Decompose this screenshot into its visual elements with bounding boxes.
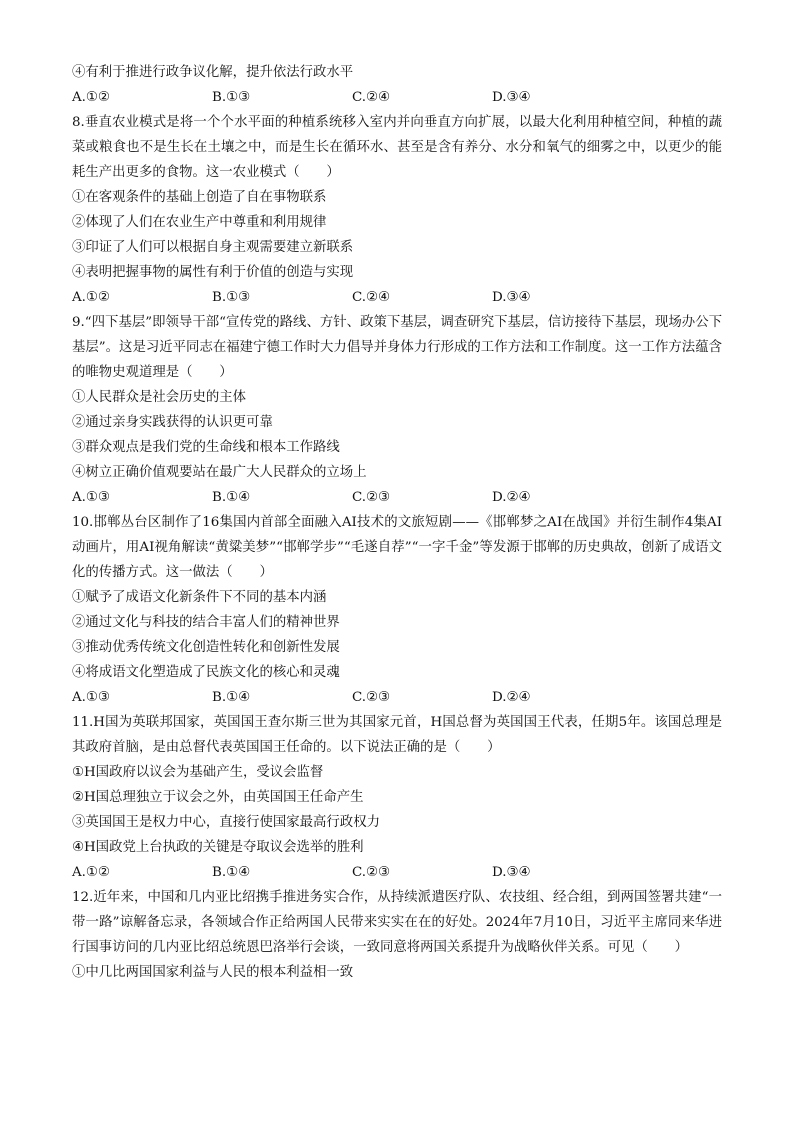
question-8 — [72, 110, 722, 310]
question-stem: 11.H国为英联邦国家，英国国王查尔斯三世为其国家元首，H国总督为英国国王代表，任期5年。该国总理是其政府首脑，是由总督代表英国国王任命的。以下说法正确的是（ ） — [72, 715, 722, 755]
choice-statement: ①赋予了成语文化新条件下不同的基本内涵 — [72, 590, 327, 605]
option-a: A.①③ — [72, 690, 110, 705]
question-10 — [72, 510, 722, 710]
option-c: C.②④ — [352, 290, 391, 305]
option-d: D.③④ — [492, 290, 531, 305]
choice-statement: ②H国总理独立于议会之外，由英国国王任命产生 — [72, 790, 364, 805]
option-c: C.②③ — [352, 490, 391, 505]
option-b: B.①④ — [212, 690, 251, 705]
choice-statement: ①在客观条件的基础上创造了自在事物联系 — [72, 190, 327, 205]
option-b: B.①③ — [212, 90, 251, 105]
question-11 — [72, 710, 722, 885]
choice-statement: ④将成语文化塑造成了民族文化的核心和灵魂 — [72, 665, 340, 680]
question-stem: 10.邯郸丛台区制作了16集国内首部全面融入AI技术的文旅短剧——《邯郸梦之AI在战国》并衍生制作4集AI动画片，用AI视角解读“黄粱美梦”“邯郸学步”“毛遂自荐”“一字千金”等发源于邯郸的历史典故，创新了成语文化的传播方式。这一做法（ ） — [72, 515, 722, 580]
choice-statement: ②体现了人们在农业生产中尊重和利用规律 — [72, 215, 327, 230]
option-b: B.①④ — [212, 865, 251, 880]
choice-statement: ④有利于推进行政争议化解，提升依法行政水平 — [72, 65, 354, 80]
answer-options — [72, 485, 722, 510]
question-stem: 12.近年来，中国和几内亚比绍携手推进务实合作，从持续派遣医疗队、农技组、经合组，到两国签署共建“一带一路”谅解备忘录，各领域合作正给两国人民带来实实在在的好处。2024年7月10日，习近平主席同来华进行国事访问的几内亚比绍总统恩巴洛举行会谈，一致同意将两国关系提升为战略伙伴关系。可见（ ） — [72, 890, 722, 955]
option-c: C.②③ — [352, 865, 391, 880]
choice-statement: ④树立正确价值观要站在最广大人民群众的立场上 — [72, 465, 367, 480]
choice-statement: ④表明把握事物的属性有利于价值的创造与实现 — [72, 265, 354, 280]
question-9 — [72, 310, 722, 510]
choice-statement: ①人民群众是社会历史的主体 — [72, 390, 247, 405]
option-c: C.②③ — [352, 690, 391, 705]
question-12 — [72, 885, 722, 985]
option-a: A.①② — [72, 290, 110, 305]
choice-statement: ③英国国王是权力中心，直接行使国家最高行政权力 — [72, 815, 380, 830]
choice-statement: ①中几比两国国家利益与人民的根本利益相一致 — [72, 965, 354, 980]
answer-options — [72, 860, 722, 885]
option-d: D.②④ — [492, 690, 531, 705]
choice-statement: ③推动优秀传统文化创造性转化和创新性发展 — [72, 640, 340, 655]
choice-statement: ①H国政府以议会为基础产生，受议会监督 — [72, 765, 324, 780]
answer-options — [72, 285, 722, 310]
choice-statement: ②通过亲身实践获得的认识更可靠 — [72, 415, 273, 430]
question-list — [72, 60, 722, 985]
option-b: B.①③ — [212, 290, 251, 305]
question-stem: 8.垂直农业模式是将一个个水平面的种植系统移入室内并向垂直方向扩展，以最大化利用种植空间，种植的蔬菜或粮食也不是生长在土壤之中，而是生长在循环水、甚至是含有养分、水分和氧气的细雾之中，以更少的能耗生产出更多的食物。这一农业模式（ ） — [72, 115, 722, 180]
option-d: D.③④ — [492, 865, 531, 880]
choice-statement: ③印证了人们可以根据自身主观需要建立新联系 — [72, 240, 354, 255]
option-b: B.①④ — [212, 490, 251, 505]
choice-statement: ④H国政党上台执政的关键是夺取议会选举的胜利 — [72, 840, 364, 855]
lead-block — [72, 60, 722, 110]
answer-options — [72, 85, 722, 110]
question-stem: 9.“四下基层”即领导干部“宣传党的路线、方针、政策下基层，调查研究下基层，信访接待下基层，现场办公下基层”。这是习近平同志在福建宁德工作时大力倡导并身体力行形成的工作方法和工作制度。这一工作方法蕴含的唯物史观道理是（ ） — [72, 315, 722, 380]
option-a: A.①② — [72, 865, 110, 880]
option-c: C.②④ — [352, 90, 391, 105]
choice-statement: ③群众观点是我们党的生命线和根本工作路线 — [72, 440, 340, 455]
option-a: A.①③ — [72, 490, 110, 505]
option-a: A.①② — [72, 90, 110, 105]
answer-options — [72, 685, 722, 710]
option-d: D.②④ — [492, 490, 531, 505]
choice-statement: ②通过文化与科技的结合丰富人们的精神世界 — [72, 615, 340, 630]
option-d: D.③④ — [492, 90, 531, 105]
